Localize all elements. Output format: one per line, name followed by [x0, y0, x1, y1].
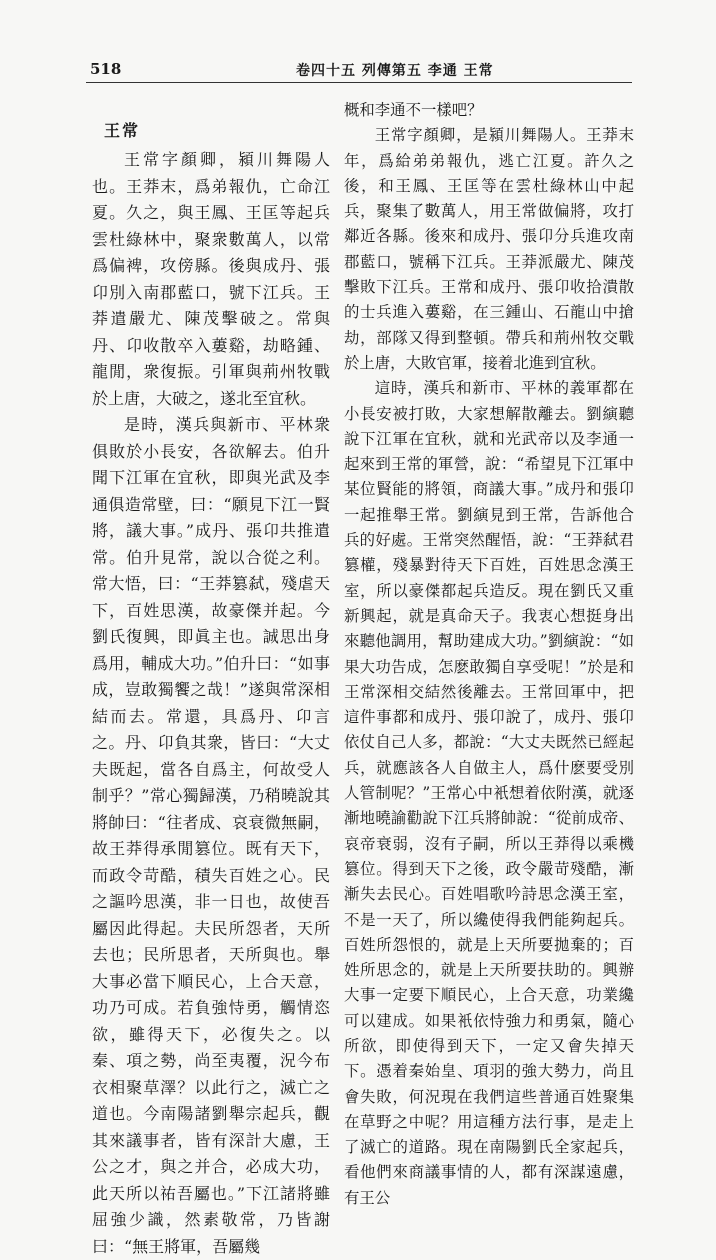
running-header	[86, 52, 632, 83]
page-number: 518	[90, 60, 122, 78]
translation-column	[344, 98, 634, 1207]
running-title: 卷四十五 列傳第五 李通 王常	[296, 63, 494, 79]
translation-paragraph: 王常字顏卿，是潁川舞陽人。王莽末年，爲給弟弟報仇，逃亡江夏。許久之後，和王鳳、王匡等在雲杜綠林山中起兵，聚集了數萬人，用王常做偏將，攻打鄰近各縣。後來和成丹、張卬分兵進攻南郡藍口，號稱下江兵。王莽派嚴尤、陳茂擊敗下江兵。王常和成丹、張卬收拾潰散的士兵進入蔞谿，在三鍾山、石龍山中搶劫，部隊又得到整頓。帶兵和荊州牧交戰於上唐，大敗官軍，接着北進到宜秋。	[344, 126, 634, 372]
translation-paragraph: 概和李通不一樣吧？	[344, 101, 483, 119]
classical-paragraph: 是時，漢兵與新市、平林衆俱敗於小長安，各欲解去。伯升聞下江軍在宜秋，即與光武及李通俱造常壁，曰：“願見下江一賢將，議大事。”成丹、張卬共推遣常。伯升見常，說以合從之利。常大悟，曰：“王莽篡弑，殘虐天下，百姓思漢，故豪傑并起。今劉氏復興，即眞主也。誠思出身爲用，輔成大功。”伯升曰：“如事成，豈敢獨饗之哉！”遂與常深相結而去。常還，具爲丹、卬言之。丹、卬負其衆，皆曰：“大丈夫既起，當各自爲主，何故受人制乎？”常心獨歸漢，乃稍曉說其將帥曰：“往者成、哀衰微無嗣，故王莽得承閒篡位。既有天下，而政令苛酷，積失百姓之心。民之謳吟思漢，非一日也，故使吾屬因此得起。夫民所怨者，天所去也；民所思者，天所與也。舉大事必當下順民心，上合天意，功乃可成。若負強恃勇，觸情恣欲，雖得天下，必復失之。以秦、項之勢，尚至夷覆，況今布衣相聚草澤？以此行之，滅亡之道也。今南陽諸劉舉宗起兵，觀其來議事者，皆有深計大慮，王公之才，與之并合，必成大功，此天所以祐吾屬也。”下江諸將雖屈強少識，然素敬常，乃皆謝曰：“無王將軍，吾屬幾	[92, 415, 330, 1256]
classical-paragraph: 王常字顏卿，潁川舞陽人也。王莽末，爲弟報仇，亡命江夏。久之，與王鳳、王匡等起兵雲杜綠林中，聚衆數萬人，以常爲偏裨，攻傍縣。後與成丹、張卬別入南郡藍口，號下江兵。王莽遣嚴尤、陳茂擊破之。常與丹、卬收散卒入蔞谿，劫略鍾、龍閒，衆復振。引軍與荊州牧戰於上唐，大破之，遂北至宜秋。	[92, 150, 330, 408]
translation-paragraph: 這時，漢兵和新市、平林的義軍都在小長安被打敗，大家想解散離去。劉縯聽說下江軍在宜秋，就和光武帝以及李通一起來到王常的軍營，說：“希望見下江軍中某位賢能的將領，商議大事。”成丹和張卬一起推舉王常。劉縯見到王常，告訴他合兵的好處。王常突然醒悟，說：“王莽弑君篡權，殘暴對待天下百姓，百姓思念漢王室，所以豪傑都起兵造反。現在劉氏又重新興起，就是真命天子。我衷心想挺身出來聽他調用，幫助建成大功。”劉縯說：“如果大功告成，怎麽敢獨自享受呢！”於是和王常深相交結然後離去。王常回軍中，把這件事都和成丹、張卬說了，成丹、張卬依仗自己人多，都說：“大丈夫既然已經起兵，就應該各人自做主人，爲什麽要受別人管制呢？”王常心中衹想着依附漢，就逐漸地曉諭勸說下江兵將帥說：“從前成帝、哀帝衰弱，沒有子嗣，所以王莽得以乘機篡位。得到天下之後，政令嚴苛殘酷，漸漸失去民心。百姓唱歌吟詩思念漢王室，不是一天了，所以纔使得我們能夠起兵。百姓所怨恨的，就是上天所要拋棄的；百姓所思念的，就是上天所要扶助的。興辦大事一定要下順民心，上合天意，功業纔可以建成。如果衹依恃強力和勇氣，隨心所欲，即使得到天下，一定又會失掉天下。憑着秦始皇、項羽的強大勢力，尚且會失敗，何況現在我們這些普通百姓聚集在草野之中呢？用這種方法行事，是走上了滅亡的道路。現在南陽劉氏全家起兵，看他們來商議事情的人，都有深謀遠慮，有王公	[344, 379, 634, 1207]
classical-text-column	[92, 98, 330, 1256]
section-title: 王常	[104, 121, 141, 140]
